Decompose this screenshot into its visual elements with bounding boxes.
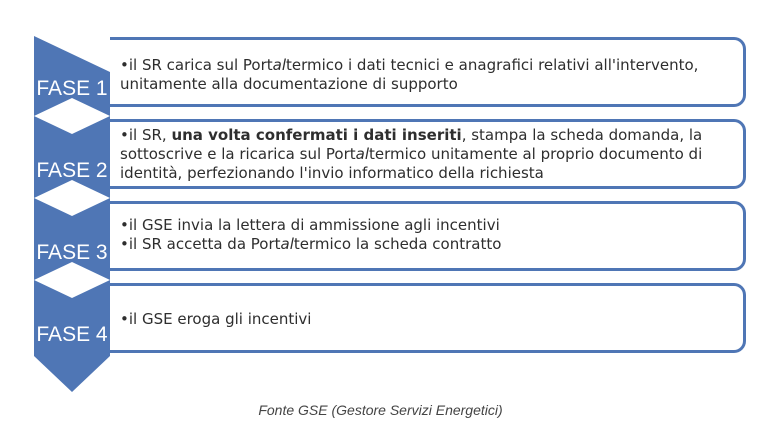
fase-1-label: FASE 1 bbox=[36, 77, 108, 100]
chevron-fase-1 bbox=[34, 36, 110, 116]
fase-3-text-1: il GSE invia la lettera di ammissione agli incentivi bbox=[128, 216, 500, 234]
chevron-fase-2 bbox=[34, 116, 110, 198]
fase-4-box bbox=[110, 283, 746, 353]
fase-3-text-2: il SR accetta da Portaltermico la scheda contratto bbox=[128, 235, 502, 253]
fase-4-bullet-1: •il GSE eroga gli incentivi bbox=[120, 310, 312, 328]
fase-1-text: il SR carica sul Portaltermico i dati tecnici e anagrafici relativi all'intervento, unitamente alla documentazione di supporto bbox=[120, 56, 699, 93]
fase-3-label: FASE 3 bbox=[36, 241, 108, 264]
fase-3-bullet-2: •il SR accetta da Portaltermico la scheda contratto bbox=[120, 235, 502, 253]
fase-2-bullet-1: •il SR, una volta confermati i dati inseriti, stampa la scheda domanda, la sottoscrive e la ricarica sul Portaltermico unitamente al proprio documento di identità, perfezionando l'invio informatico della richiesta bbox=[120, 126, 703, 182]
source-caption: Fonte GSE (Gestore Servizi Energetici) bbox=[258, 402, 503, 418]
fase-1-box bbox=[110, 37, 746, 107]
fase-3-bullet-1: •il GSE invia la lettera di ammissione agli incentivi bbox=[120, 216, 500, 234]
chevron-fase-3 bbox=[34, 198, 110, 280]
fase-4-label: FASE 4 bbox=[36, 323, 108, 346]
fase-1-bullet-1: •il SR carica sul Portaltermico i dati tecnici e anagrafici relativi all'intervento, unitamente alla documentazione di supporto bbox=[120, 56, 699, 93]
fase-2-text: il SR, una volta confermati i dati inseriti, stampa la scheda domanda, la sottoscrive e la ricarica sul Portaltermico unitamente al proprio documento di identità, perfezionando l'invio informatico della richiesta bbox=[120, 126, 703, 182]
fase-4-text: il GSE eroga gli incentivi bbox=[128, 310, 312, 328]
fase-3-box bbox=[110, 201, 746, 271]
fase-2-label: FASE 2 bbox=[36, 159, 108, 182]
fase-2-box bbox=[110, 119, 746, 189]
